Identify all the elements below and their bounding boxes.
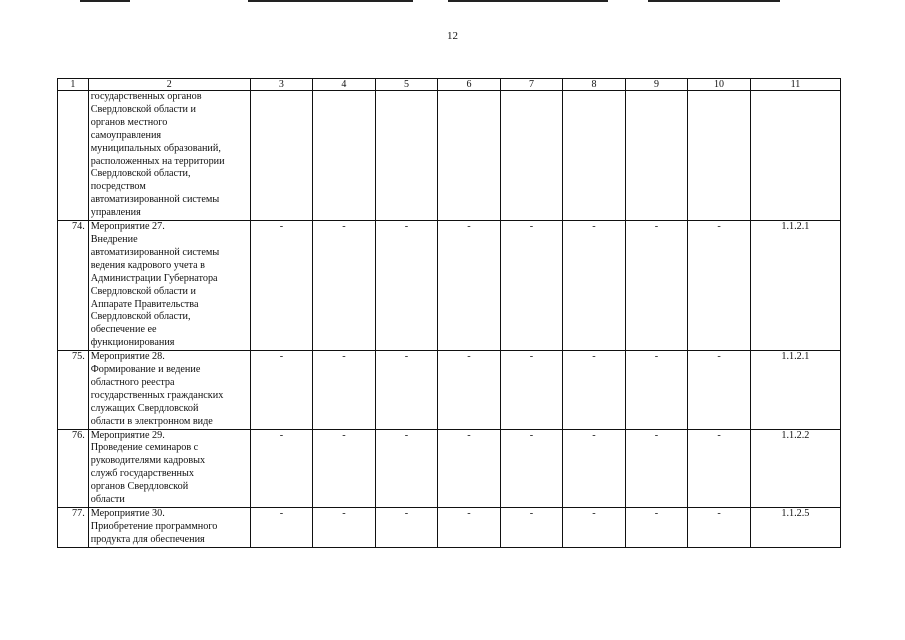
description-line: служб государственных: [90, 468, 194, 480]
measures-table: [57, 78, 841, 548]
description-line: государственных гражданских: [90, 389, 224, 401]
value-cell: -: [625, 221, 688, 351]
value-cell: -: [438, 429, 501, 507]
description-line: функционирования: [90, 337, 175, 349]
description-line: государственных органов: [90, 91, 202, 102]
description-line: автоматизированной системы: [90, 194, 220, 206]
description-line: Внедрение: [90, 233, 138, 245]
description-line: самоуправления: [90, 129, 162, 141]
column-header: 8: [563, 79, 626, 91]
value-cell: -: [313, 351, 376, 429]
target-code: [750, 91, 840, 221]
description-line: Свердловской области и: [90, 285, 196, 297]
column-header: 3: [250, 79, 313, 91]
column-header: 5: [375, 79, 438, 91]
description-line: Мероприятие 30.: [90, 508, 165, 519]
measure-description: [88, 429, 250, 507]
value-cell: -: [375, 508, 438, 548]
measure-description: [88, 91, 250, 221]
value-cell: -: [500, 221, 563, 351]
description-line: обеспечение ее: [90, 324, 157, 336]
target-code: 1.1.2.5: [750, 508, 840, 548]
value-cell: [500, 91, 563, 221]
value-cell: -: [688, 221, 751, 351]
description-line: Мероприятие 29.: [90, 429, 165, 441]
value-cell: -: [625, 351, 688, 429]
description-line: руководителями кадровых: [90, 455, 206, 467]
header-row: [58, 79, 841, 91]
row-number: 75.: [58, 351, 89, 429]
description-line: области в электронном виде: [90, 415, 213, 427]
value-cell: -: [563, 508, 626, 548]
column-header: 11: [750, 79, 840, 91]
scan-edge-left: [80, 0, 130, 2]
value-cell: [375, 91, 438, 221]
value-cell: -: [375, 221, 438, 351]
description-line: муниципальных образований,: [90, 142, 221, 154]
value-cell: -: [375, 351, 438, 429]
value-cell: -: [500, 508, 563, 548]
description-line: органов местного: [90, 116, 168, 128]
description-line: Мероприятие 27.: [90, 221, 165, 233]
description-line: областного реестра: [90, 376, 175, 388]
value-cell: -: [563, 429, 626, 507]
value-cell: -: [438, 221, 501, 351]
value-cell: -: [250, 508, 313, 548]
description-line: Аппарате Правительства: [90, 298, 199, 310]
description-line: продукта для обеспечения: [90, 533, 205, 545]
value-cell: -: [500, 351, 563, 429]
measure-description: [88, 508, 250, 548]
column-header: 9: [625, 79, 688, 91]
target-code: 1.1.2.2: [750, 429, 840, 507]
value-cell: [313, 91, 376, 221]
value-cell: -: [563, 351, 626, 429]
description-line: расположенных на территории: [90, 155, 225, 167]
description-line: Проведение семинаров с: [90, 442, 199, 454]
value-cell: [688, 91, 751, 221]
value-cell: -: [313, 429, 376, 507]
description-line: органов Свердловской: [90, 481, 189, 493]
description-line: Свердловской области и: [90, 103, 196, 115]
scan-edge-mid: [248, 0, 413, 2]
column-header: 4: [313, 79, 376, 91]
value-cell: -: [688, 351, 751, 429]
description-line: Формирование и ведение: [90, 364, 201, 376]
target-code: 1.1.2.1: [750, 351, 840, 429]
value-cell: -: [438, 351, 501, 429]
table-row: [58, 429, 841, 507]
table-row: [58, 351, 841, 429]
value-cell: -: [250, 351, 313, 429]
description-line: области: [90, 494, 125, 506]
row-number: 76.: [58, 429, 89, 507]
column-header: 6: [438, 79, 501, 91]
scan-edge-right: [648, 0, 780, 2]
value-cell: -: [563, 221, 626, 351]
value-cell: -: [500, 429, 563, 507]
measure-description: [88, 221, 250, 351]
table-body: [58, 79, 841, 548]
column-header: 7: [500, 79, 563, 91]
value-cell: -: [625, 508, 688, 548]
description-line: автоматизированной системы: [90, 246, 220, 258]
page-number: 12: [447, 30, 458, 42]
column-header: 1: [58, 79, 89, 91]
description-line: служащих Свердловской: [90, 402, 199, 414]
description-line: ведения кадрового учета в: [90, 259, 205, 271]
value-cell: -: [625, 429, 688, 507]
row-number: 74.: [58, 221, 89, 351]
value-cell: -: [688, 508, 751, 548]
row-number: 77.: [58, 508, 89, 548]
column-header: 10: [688, 79, 751, 91]
measure-description: [88, 351, 250, 429]
value-cell: -: [375, 429, 438, 507]
table-row: [58, 91, 841, 221]
value-cell: -: [438, 508, 501, 548]
scan-edge-mid-right: [448, 0, 608, 2]
value-cell: [438, 91, 501, 221]
description-line: Администрации Губернатора: [90, 272, 218, 284]
target-code: 1.1.2.1: [750, 221, 840, 351]
description-line: Свердловской области,: [90, 311, 191, 323]
description-line: управления: [90, 207, 141, 219]
description-line: Мероприятие 28.: [90, 351, 165, 363]
description-line: Приобретение программного: [90, 520, 218, 532]
value-cell: [563, 91, 626, 221]
value-cell: -: [313, 221, 376, 351]
value-cell: -: [250, 429, 313, 507]
table-row: [58, 221, 841, 351]
value-cell: -: [250, 221, 313, 351]
column-header: 2: [88, 79, 250, 91]
table-row: [58, 508, 841, 548]
value-cell: [625, 91, 688, 221]
row-number: [58, 91, 89, 221]
value-cell: -: [688, 429, 751, 507]
description-line: посредством: [90, 181, 146, 193]
description-line: Свердловской области,: [90, 168, 191, 180]
value-cell: [250, 91, 313, 221]
value-cell: -: [313, 508, 376, 548]
